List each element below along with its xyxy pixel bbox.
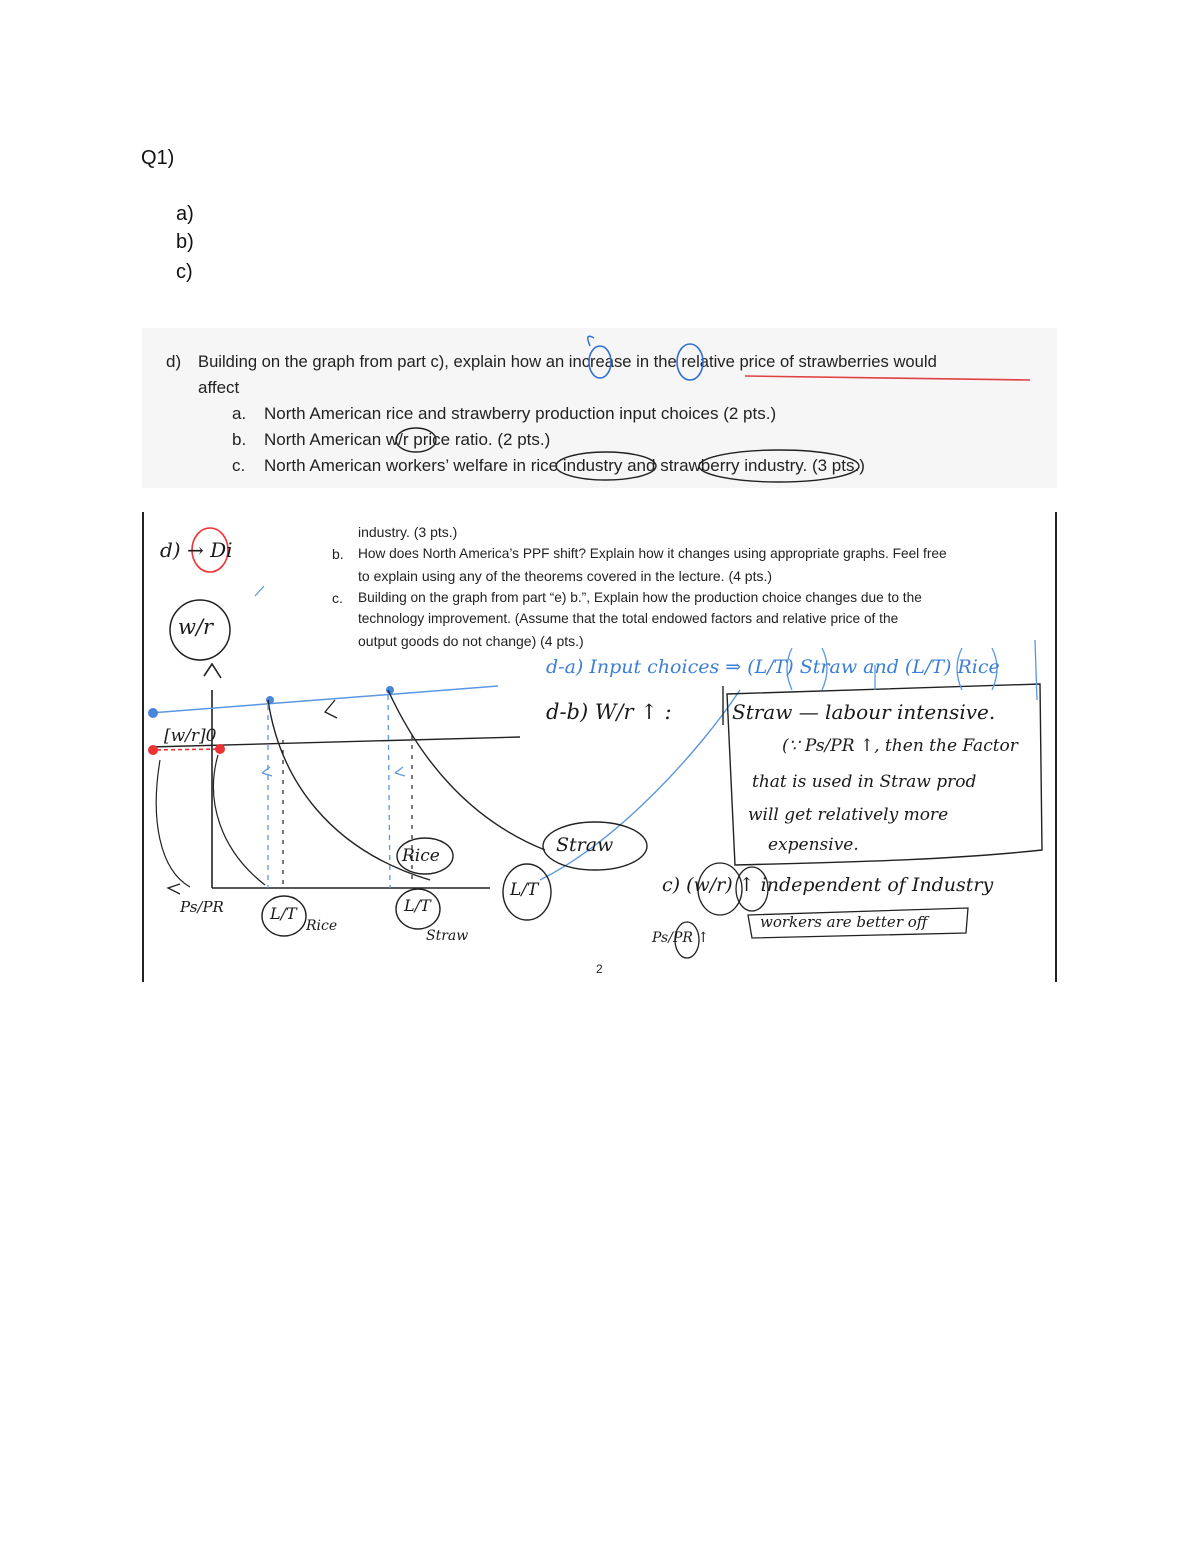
line-industry: industry. (3 pts.): [358, 524, 458, 540]
connector-curve-left: [213, 755, 265, 885]
item-c-text: North American workers’ welfare in rice industry and strawberry industry. (3 pts.): [264, 456, 865, 475]
c-text-3: output goods do not change) (4 pts.): [358, 633, 584, 649]
part-b-label: b): [176, 231, 194, 253]
wr-new-line: [150, 686, 498, 713]
c-text-2: technology improvement. (Assume that the total endowed factors and relative price of the: [358, 611, 899, 626]
hand-box-line3: will get relatively more: [748, 805, 949, 825]
hand-rice-curve: Rice: [402, 846, 440, 866]
hand-da: d-a) Input choices ⇒ (L/T) Straw and (L/T) Rice: [546, 656, 1000, 678]
c-text-1: Building on the graph from part “e) b.”, Explain how the production choice changes due to the: [358, 590, 922, 605]
hand-lt-rice-sub: Rice: [306, 918, 338, 934]
hand-wr0: [w/r]0: [164, 726, 217, 746]
hand-box-line1: (∵ Ps/PR ↑, then the Factor: [782, 736, 1018, 756]
item-a-letter: a.: [232, 404, 247, 423]
blue-dot-left: [148, 708, 158, 718]
item-b-text: North American w/r price ratio. (2 pts.): [264, 430, 551, 449]
hand-lt-rice: L/T: [270, 904, 297, 923]
hand-db: d-b) W/r ↑ :: [546, 700, 672, 724]
red-dashed: [150, 749, 225, 750]
hand-dc: c) (w/r) ↑ independent of Industry: [662, 874, 994, 896]
blue-dot-rice: [266, 696, 274, 704]
item-a-text: North American rice and strawberry production input choices (2 pts.): [264, 404, 777, 423]
d-text: Building on the graph from part c), explain how an increase in the relative price of strawberries would: [198, 352, 937, 371]
hand-straw-curve: Straw: [556, 834, 614, 856]
hand-ps-pr: Ps/PR: [180, 898, 224, 916]
hand-lt-straw: L/T: [404, 896, 431, 915]
item-c-letter: c.: [232, 456, 246, 475]
hand-box-line2: that is used in Straw prod: [752, 772, 977, 792]
hand-wr-axis: w/r: [178, 615, 214, 639]
d-label: d): [166, 352, 182, 371]
b-text-2: to explain using any of the theorems covered in the lecture. (4 pts.): [358, 568, 773, 584]
blue-dashed-straw: [388, 695, 390, 888]
page-number: 2: [596, 962, 603, 976]
hand-box-line4: expensive.: [768, 835, 859, 855]
hand-d-di: d) → Di: [160, 538, 233, 562]
y-axis-arrow: [204, 664, 221, 678]
part-c-label: c): [176, 261, 193, 283]
hand-lt-right: L/T: [510, 880, 539, 900]
hand-straw-labour: Straw — labour intensive.: [732, 700, 996, 724]
c-letter: c.: [332, 590, 343, 606]
red-dot-left: [148, 745, 158, 755]
hand-ps-pr2: Ps/PR ↑: [652, 930, 710, 946]
item-b-letter: b.: [232, 430, 247, 449]
hand-workers: workers are better off: [760, 913, 928, 931]
b-letter: b.: [332, 546, 344, 562]
connector-curve-far: [156, 760, 190, 887]
hand-lt-straw-sub: Straw: [426, 928, 469, 944]
part-a-label: a): [176, 203, 194, 225]
question-label: Q1): [141, 147, 175, 169]
b-text-1: How does North America’s PPF shift? Explain how it changes using appropriate graphs. Feel free: [358, 546, 947, 561]
d-text-2: affect: [198, 378, 240, 397]
